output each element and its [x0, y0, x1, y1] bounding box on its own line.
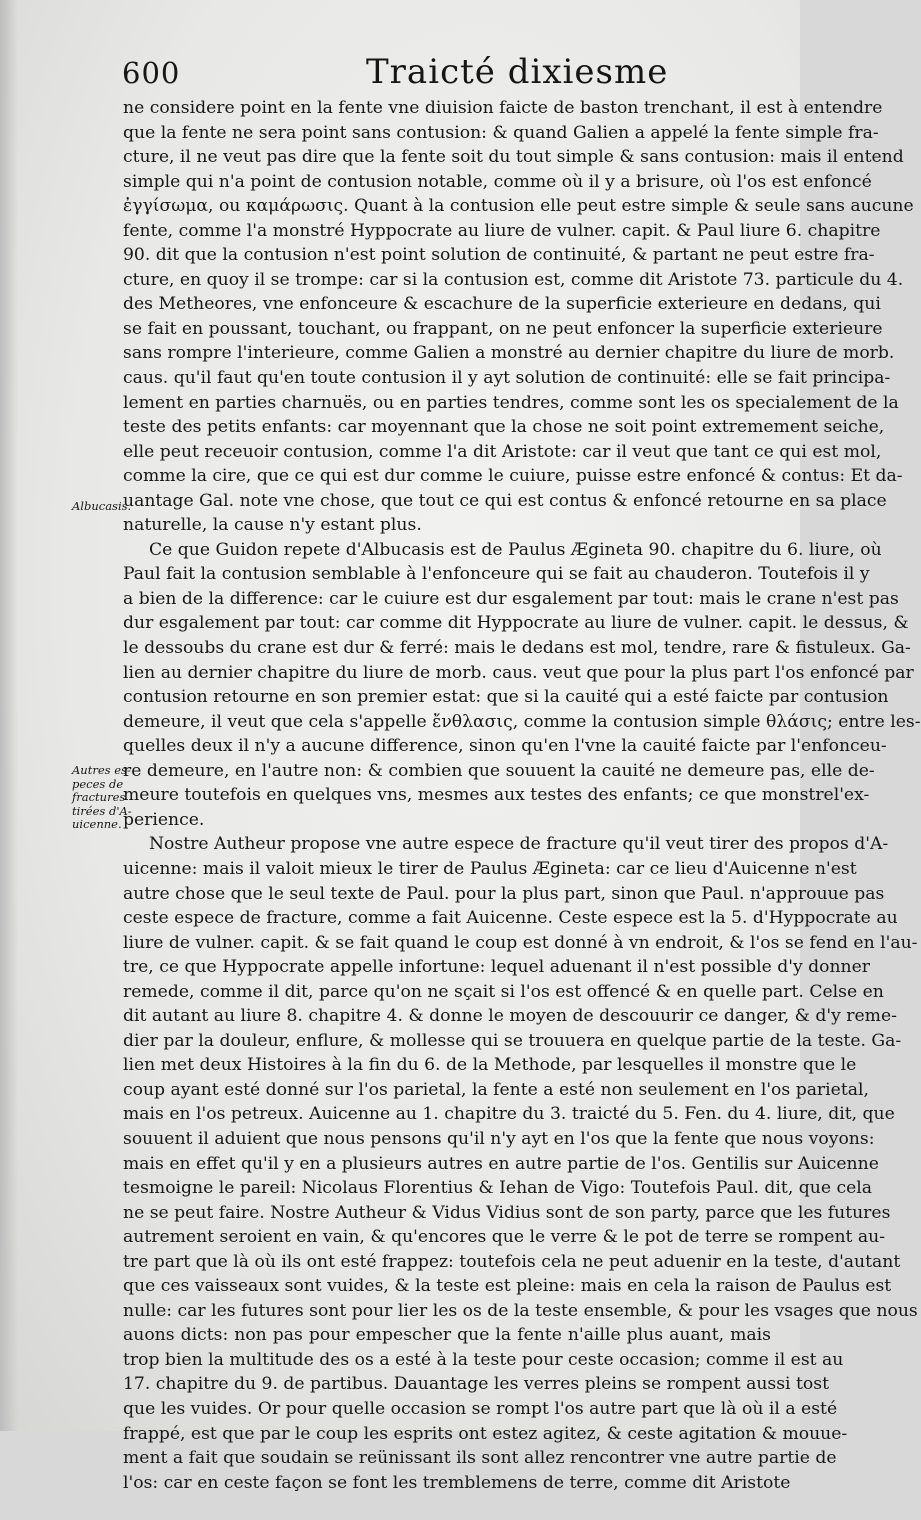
text-line: uantage Gal. note vne chose, que tout ce qui est contus & enfoncé retourne en sa place: [123, 490, 887, 511]
margin-note-line: peces de: [72, 776, 124, 791]
text-line: le dessoubs du crane est dur & ferré: mais le dedans est mol, tendre, rare & fistuleux. Ga-: [123, 638, 911, 659]
margin-note-line: uicenne.: [72, 817, 122, 831]
text-line: ceste espece de fracture, comme a fait Auicenne. Ceste espece est la 5. d'Hyppocrate au: [123, 908, 898, 929]
text-line: lement en parties charnuës, ou en parties tendres, comme sont les os specialement de la: [123, 392, 899, 413]
text-line: quelles deux il n'y a aucune difference, sinon qu'en l'vne la cauité faicte par l'enfonceu-: [123, 736, 887, 757]
text-line: que ces vaisseaux sont vuides, & la teste est pleine: mais en cela la raison de Paulus est: [123, 1276, 892, 1297]
text-line: Paul fait la contusion semblable à l'enfonceure qui se fait au chauderon. Toutefois il y: [123, 564, 870, 585]
text-line: frappé, est que par le coup les esprits ont estez agitez, & ceste agitation & mouue-: [123, 1423, 848, 1444]
text-line: dit autant au liure 8. chapitre 4. & donne le moyen de descouurir ce danger, & d'y reme-: [123, 1006, 897, 1027]
text-line: tre part que là où ils ont esté frappez: toutefois cela ne peut aduenir en la teste, d'autant: [123, 1251, 901, 1272]
text-line: tesmoigne le pareil: Nicolaus Florentius & Iehan de Vigo: Toutefois Paul. dit, que cela: [123, 1178, 873, 1199]
body-text: [123, 96, 921, 1520]
text-line: que la fente ne sera point sans contusion: & quand Galien a appelé la fente simple fra-: [123, 122, 879, 143]
text-line: dier par la douleur, enflure, & mollesse qui se trouuera en quelque partie de la teste. Ga-: [123, 1030, 902, 1051]
text-line: comme la cire, que ce qui est dur comme le cuiure, puisse estre enfoncé & contus: Et da-: [123, 466, 903, 487]
text-line: tre, ce que Hyppocrate appelle infortune: lequel aduenant il n'est possible d'y donner: [123, 957, 871, 978]
text-line: demeure, il veut que cela s'appelle ἔνθλασις, comme la contusion simple θλάσις; entre les-: [123, 711, 921, 732]
text-line: sans rompre l'interieure, comme Galien a monstré au dernier chapitre du liure de morb.: [123, 343, 895, 364]
margin-note-albucasis: Albucasis.: [72, 499, 132, 513]
text-line: autrement seroient en vain, & qu'encores que le verre & le pot de terre se rompent au-: [123, 1227, 886, 1248]
text-line: re demeure, en l'autre non: & combien que souuent la cauité ne demeure pas, elle de-: [123, 760, 875, 781]
text-line: trop bien la multitude des os a esté à la teste pour ceste occasion; comme il est au: [123, 1349, 844, 1370]
text-line: simple qui n'a point de contusion notable, comme où il y a brisure, où l'os est enfoncé: [123, 171, 872, 192]
text-line: souuent il aduient que nous pensons qu'il n'y ayt en l'os que la fente que nous voyons:: [123, 1128, 875, 1149]
text-line: mais en l'os petreux. Auicenne au 1. chapitre du 3. traicté du 5. Fen. du 4. liure, dit, que: [123, 1104, 895, 1125]
text-line: lien met deux Histoires à la fin du 6. de la Methode, par lesquelles il monstre que le: [123, 1055, 857, 1076]
text-line: remede, comme il dit, parce qu'on ne sçait si l'os est offencé & en quelle part. Celse en: [123, 981, 884, 1002]
margin-note-line: Autres es-: [72, 763, 131, 777]
margin-note-line: tirées d'A-: [72, 803, 132, 818]
text-line: Nostre Autheur propose vne autre espece de fracture qu'il veut tirer des propos d'A-: [149, 834, 889, 855]
text-line: 17. chapitre du 9. de partibus. Dauantage les verres pleins se rompent aussi tost: [123, 1374, 829, 1395]
text-line: naturelle, la cause n'y estant plus.: [123, 515, 422, 536]
text-line: contusion retourne en son premier estat: que si la cauité qui a esté faicte par contusion: [123, 687, 889, 708]
text-line: [123, 1495, 771, 1520]
text-line: nulle: car les futures sont pour lier les os de la teste ensemble, & pour les vsages que nous: [123, 1300, 918, 1321]
text-line: se fait en poussant, touchant, ou frappant, on ne peut enfoncer la superficie exterieure: [123, 318, 883, 339]
text-line: que les vuides. Or pour quelle occasion se rompt l'os autre part que là où il a esté: [123, 1398, 838, 1419]
text-line: ne se peut faire. Nostre Autheur & Vidus Vidius sont de son party, parce que les futures: [123, 1202, 891, 1223]
page-header: [0, 52, 800, 92]
text-line: meure toutefois en quelques vns, mesmes aux testes des enfants; ce que monstrel'ex-: [123, 785, 870, 806]
text-line: autre chose que le seul texte de Paul. pour la plus part, sinon que Paul. n'approuue pas: [123, 883, 885, 904]
text-line: elle peut receuoir contusion, comme l'a dit Aristote: car il veut que tant ce qui est mol,: [123, 441, 882, 462]
text-line: 90. dit que la contusion n'est point solution de continuité, & partant ne peut estre fra-: [123, 245, 875, 266]
running-title: Traicté dixiesme: [366, 52, 669, 92]
margin-note-line: fractures: [72, 790, 126, 804]
text-line: des Metheores, vne enfonceure & escachure de la superficie exterieure en dedans, qui: [123, 294, 881, 315]
text-line: coup ayant esté donné sur l'os parietal, la fente a esté non seulement en l'os parietal,: [123, 1079, 869, 1100]
text-line: caus. qu'il faut qu'en toute contusion il y ayt solution de continuité: elle se fait principa-: [123, 368, 891, 389]
text-line: ne considere point en la fente vne diuision faicte de baston trenchant, il est à entendre: [123, 98, 883, 118]
text-line: fente, comme l'a monstré Hyppocrate au liure de vulner. capit. & Paul liure 6. chapitre: [123, 220, 881, 241]
text-line: teste des petits enfants: car moyennant que la chose ne soit point extremement seiche,: [123, 417, 885, 438]
text-line: ment a fait que soudain se reünissant ils sont allez rencontrer vne autre partie de: [123, 1448, 837, 1469]
text-line: perience.: [123, 809, 205, 830]
text-line: dur esgalement par tout: car comme dit Hyppocrate au liure de vulner. capit. le dessus, &: [123, 613, 909, 634]
text-line: uicenne: mais il valoit mieux le tirer de Paulus Ægineta: car ce lieu d'Auicenne n'est: [123, 858, 857, 879]
text-line: lien au dernier chapitre du liure de morb. caus. veut que pour la plus part l'os enfoncé par: [123, 662, 914, 683]
text-line: liure de vulner. capit. & se fait quand le coup est donné à vn endroit, & l'os se fend en l'au-: [123, 932, 918, 953]
text-line: auons dicts: non pas pour empescher que la fente n'aille plus auant, mais: [123, 1325, 771, 1346]
text-line: cture, en quoy il se trompe: car si la contusion est, comme dit Aristote 73. particule du 4.: [123, 269, 904, 290]
text-line: cture, il ne veut pas dire que la fente soit du tout simple & sans contusion: mais il entend: [123, 147, 904, 168]
text-line: mais en effet qu'il y en a plusieurs autres en autre partie de l'os. Gentilis sur Auicenne: [123, 1153, 879, 1174]
text-line: l'os: car en ceste façon se font les tremblemens de terre, comme dit Aristote: [123, 1472, 791, 1493]
text-line: ἐγγίσωμα, ou καμάρωσις. Quant à la contusion elle peut estre simple & seule sans aucune: [123, 196, 914, 217]
text-line: a bien de la difference: car le cuiure est dur esgalement par tout: mais le crane n'est pas: [123, 588, 899, 609]
text-line: Ce que Guidon repete d'Albucasis est de Paulus Ægineta 90. chapitre du 6. liure, où: [149, 539, 882, 560]
page-number: 600: [122, 56, 181, 90]
